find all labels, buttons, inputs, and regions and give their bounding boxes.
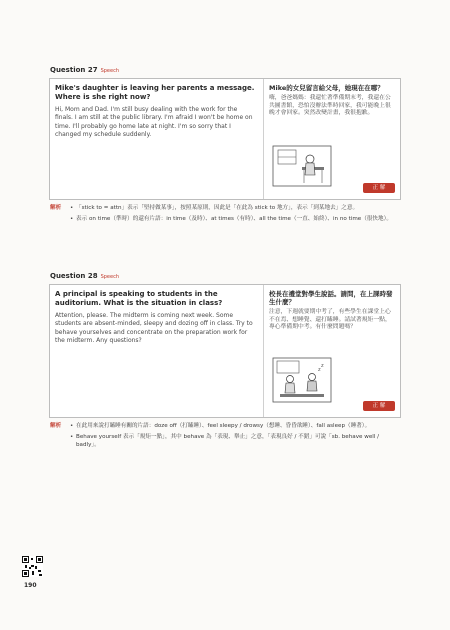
svg-text:z: z [318,367,321,373]
question-28-label: Question 28 [50,272,98,280]
question-27-explanation-2: 表示 on time（準時）的還有片語：in time（及時）、at times（有時）、all the time（一直、始終）、in no time（很快地）。 [76,216,392,222]
question-27-explanation-1: 「stick to = attn」表示「堅持做某事」，按照某原則，因此是「在此為 stick to 地方」，表示「到某地去」之意。 [76,205,359,211]
question-28-translation-passage: 注意，下週就要期中考了，有些學生在課堂上心不在焉、想睡覺、還打瞌睡。請試著規矩一點，專心準備期中考。有什麼問題嗎？ [269,309,391,331]
question-28-explanation-label: 解析 [50,423,62,429]
question-28-tag: Speech [100,274,119,280]
question-28-prompt: A principal is speaking to students in the auditorium. What is the situation in class? [55,290,223,307]
question-28-explanation-2: Behave yourself 表示「規矩一點」，其中 behave 為「表現、舉止」之意，「表現良好 / 不錯」可說「sb. behave well / badly」。 [76,434,380,448]
library-illustration [272,145,332,187]
classroom-illustration [272,357,332,403]
question-27-answer-badge: 正 解 [363,183,395,193]
question-27-tag: Speech [100,68,119,74]
question-28-title [50,272,119,280]
question-28-answer-badge: 正 解 [363,401,395,411]
question-27-english [55,84,255,140]
question-27-title [50,66,119,74]
question-28-card [49,284,401,418]
question-28-english [55,290,255,346]
question-27-passage: Hi, Mom and Dad. I'm still busy dealing with the work for the finals. I am still at the public library. I'm afraid I won't be home on time. I'll probably go home late at night. I'm so sorry that I changed my schedule suddenly. [55,106,253,139]
question-27-label: Question 27 [50,66,98,74]
question-27-translation [263,79,401,199]
svg-text:z: z [321,363,324,369]
question-28-passage: Attention, please. The midterm is coming next week. Some students are absent-minded, sleepy and dozing off in class. Try to behave yourselves and concentrate on the preparation work for the midterm. Any questions? [55,312,253,345]
question-28-explanation-1: 在此用來說打瞌睡有關的片語：doze off（打瞌睡）、feel sleepy / drowsy（想睡、昏昏欲睡）、fall asleep（睡著）。 [76,423,371,429]
question-27-translation-prompt: Mike的女兒留言給父母，她現在在哪？ [269,84,384,92]
page-number: 190 [24,582,37,589]
question-27-translation-passage: 嗨，爸爸媽媽：我還忙著準備期末考，我還在公共圖書館，恐怕沒辦法準時回家，我可能晚上很晚才會回家。突然改變計畫，我很抱歉。 [269,95,391,117]
question-27-explanation-label: 解析 [50,205,62,211]
question-27-prompt: Mike's daughter is leaving her parents a message. Where is she right now? [55,84,255,101]
question-27-explanation: 解析 • 「stick to = attn」表示「堅持做某事」，按照某原則，因此是「在此為 stick to 地方」，表示「到某地去」之意。 • 表示 on time（準時）的還有片語：in time（及時）、at times（有時）、all the time（一直、始終）、in no time（很快地）。 [50,205,392,222]
question-28-explanation: 解析 • 在此用來說打瞌睡有關的片語：doze off（打瞌睡）、feel sleepy / drowsy（想睡、昏昏欲睡）、fall asleep（睡著）。 • Behave yourself 表示「規矩一點」，其中 behave 為「表現、舉止」之意，「表現良好 / 不錯」可說「sb. behave well / badly」。 [50,423,380,448]
qr-code-icon [22,556,43,577]
question-27-card [49,78,401,200]
question-28-translation [263,285,401,417]
question-28-translation-prompt: 校長在禮堂對學生說話。請問，在上課時發生什麼？ [269,290,393,306]
